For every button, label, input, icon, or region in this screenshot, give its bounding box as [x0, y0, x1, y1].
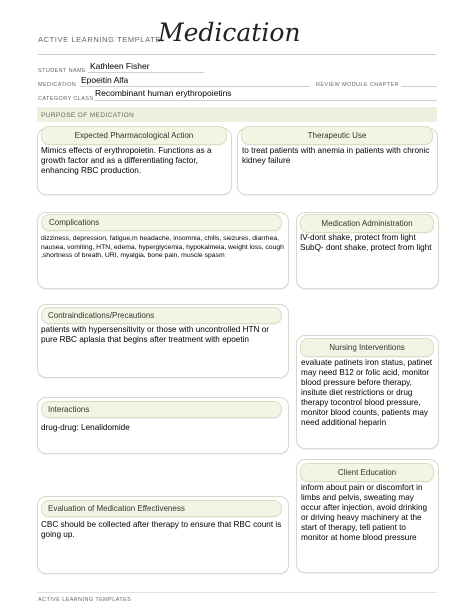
evaluation-title: Evaluation of Medication Effectiveness: [41, 500, 282, 517]
evaluation-text[interactable]: CBC should be collected after therapy to ensure that RBC count is going up.: [41, 520, 282, 539]
interactions-text[interactable]: drug-drug: Lenalidomide: [41, 423, 130, 432]
student-name-label: STUDENT NAME: [38, 68, 87, 74]
complications-title: Complications: [41, 214, 282, 231]
header-divider: [38, 54, 436, 55]
medication-underline: [80, 86, 310, 87]
nursing-interventions-text[interactable]: evaluate patinets iron status, patinet may need B12 or folic acid, monitor blood pressure before therapy, insitute diet restrictions or drug therapy tocontrol blood pressure, monitor blood counts, patients may need additional heparin: [301, 358, 433, 427]
client-education-title: Client Education: [300, 463, 434, 482]
category-class-label: CATEGORY CLASS: [38, 96, 94, 102]
review-module-label: REVIEW MODULE CHAPTER: [316, 82, 399, 88]
medication-administration-title: Medication Administration: [300, 214, 434, 233]
client-education-text[interactable]: inform about pain or discomfort in limbs and pelvis, sweating may occur after injection, avoid drinking or driving heavy machinery at the start of therapy, tell patient to monitor at home blood pressure: [301, 483, 428, 542]
client-education-panel: [296, 459, 439, 573]
therapeutic-use-panel: [237, 128, 438, 195]
contraindications-text[interactable]: patients with hypersensitivity or those with uncontrolled HTN or pure RBC aplasia that begins after treatment with epoetin: [41, 325, 269, 344]
student-name-underline: [88, 72, 204, 73]
page-title: Medication: [158, 18, 301, 47]
nursing-interventions-title: Nursing Interventions: [300, 338, 434, 357]
medication-administration-panel: [296, 212, 439, 289]
therapeutic-use-text[interactable]: to treat patients with anemia in patients with chronic kidney failure: [242, 146, 430, 165]
footer-label: ACTIVE LEARNING TEMPLATES: [38, 597, 132, 603]
nursing-interventions-panel: [296, 335, 439, 449]
medication-value[interactable]: Epoeitin Alfa: [81, 75, 129, 85]
review-module-underline: [401, 86, 437, 87]
purpose-label: PURPOSE OF MEDICATION: [41, 112, 135, 119]
medication-administration-text[interactable]: IV-dont shake, protect from light SubQ- dont shake, protect from light: [300, 233, 432, 252]
footer-divider: [37, 592, 437, 593]
expected-action-panel: [37, 128, 232, 195]
expected-action-title: Expected Pharmacological Action: [41, 126, 227, 145]
interactions-panel: [37, 397, 289, 454]
evaluation-panel: [37, 496, 289, 574]
therapeutic-use-title: Therapeutic Use: [241, 126, 433, 145]
template-label: ACTIVE LEARNING TEMPLATE:: [38, 35, 164, 44]
medication-label: MEDICATION: [38, 82, 77, 88]
student-name-value[interactable]: Kathleen Fisher: [90, 61, 150, 71]
contraindications-title: Contraindications/Precautions: [41, 307, 282, 324]
contraindications-panel: [37, 304, 289, 378]
complications-text[interactable]: dizziness, depression, fatigue,m headache, insomnia, chills, siezures, diarrhea, nausea, vomiting, HTN, edema, hyperglycemia, hypokalmeia, weight loss, cough ,shortness of breath, URI, myalgia, bone pain, muscle spasm: [41, 235, 284, 260]
category-class-value[interactable]: Recombinant human erythropoietins: [95, 88, 232, 98]
interactions-title: Interactions: [41, 401, 282, 418]
category-class-underline: [94, 100, 437, 101]
expected-action-text[interactable]: Mimics effects of erythropoietin. Functions as a growth factor and as a differentiating factor, enhancing RBC production.: [41, 146, 212, 175]
complications-panel: [37, 212, 289, 289]
